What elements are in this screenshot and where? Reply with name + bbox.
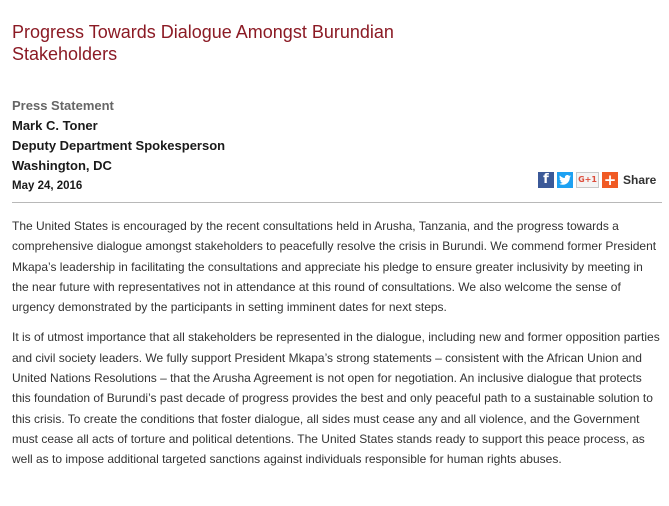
author-role: Deputy Department Spokesperson <box>12 138 226 153</box>
statement-type: Press Statement <box>12 98 114 113</box>
share-button[interactable]: Share <box>623 172 657 187</box>
google-plus-icon[interactable]: G+1 <box>576 172 599 188</box>
statement-location: Washington, DC <box>12 158 112 173</box>
addthis-plus-icon[interactable]: + <box>603 170 617 189</box>
body-paragraph: The United States is encouraged by the recent consultations held in Arusha, Tanzania, and the progress towards a comprehensive dialogue amongst stakeholders to peacefully resolve the crisis in Burundi. We commend former President Mkapa’s leadership in facilitating the consultations and appreciate his pledge to ensure greater inclusivity by meeting in the near future with representatives not in attendance at this round of consultations. We also welcome the sense of urgency demonstrated by the participants in setting imminent dates for next steps. <box>12 219 657 315</box>
header-divider <box>12 202 662 203</box>
body-paragraph: It is of utmost importance that all stakeholders be represented in the dialogue, including new and former opposition parties and civil society leaders. We fully support President Mkapa’s strong statements – consistent with the African Union and United Nations Resolutions – that the Arusha Agreement is not open for negotiation. An inclusive dialogue that protects this foundation of Burundi’s past decade of progress provides the best and only peaceful path to a sustainable solution to this crisis. To create the conditions that foster dialogue, all sides must cease any and all violence, and the Government must cease all acts of torture and political detentions. The United States stands ready to support this peace process, as well as to impose additional targeted sanctions against individuals responsible for human rights abuses. <box>12 330 660 467</box>
author-name: Mark C. Toner <box>12 118 98 133</box>
twitter-icon[interactable] <box>557 172 573 188</box>
statement-meta <box>12 97 412 195</box>
statement-date: May 24, 2016 <box>12 180 83 192</box>
share-toolbar <box>538 171 656 188</box>
page-title: Progress Towards Dialogue Amongst Burundian Stakeholders <box>12 22 394 64</box>
statement-body <box>12 216 662 480</box>
facebook-icon[interactable]: f <box>538 172 554 188</box>
